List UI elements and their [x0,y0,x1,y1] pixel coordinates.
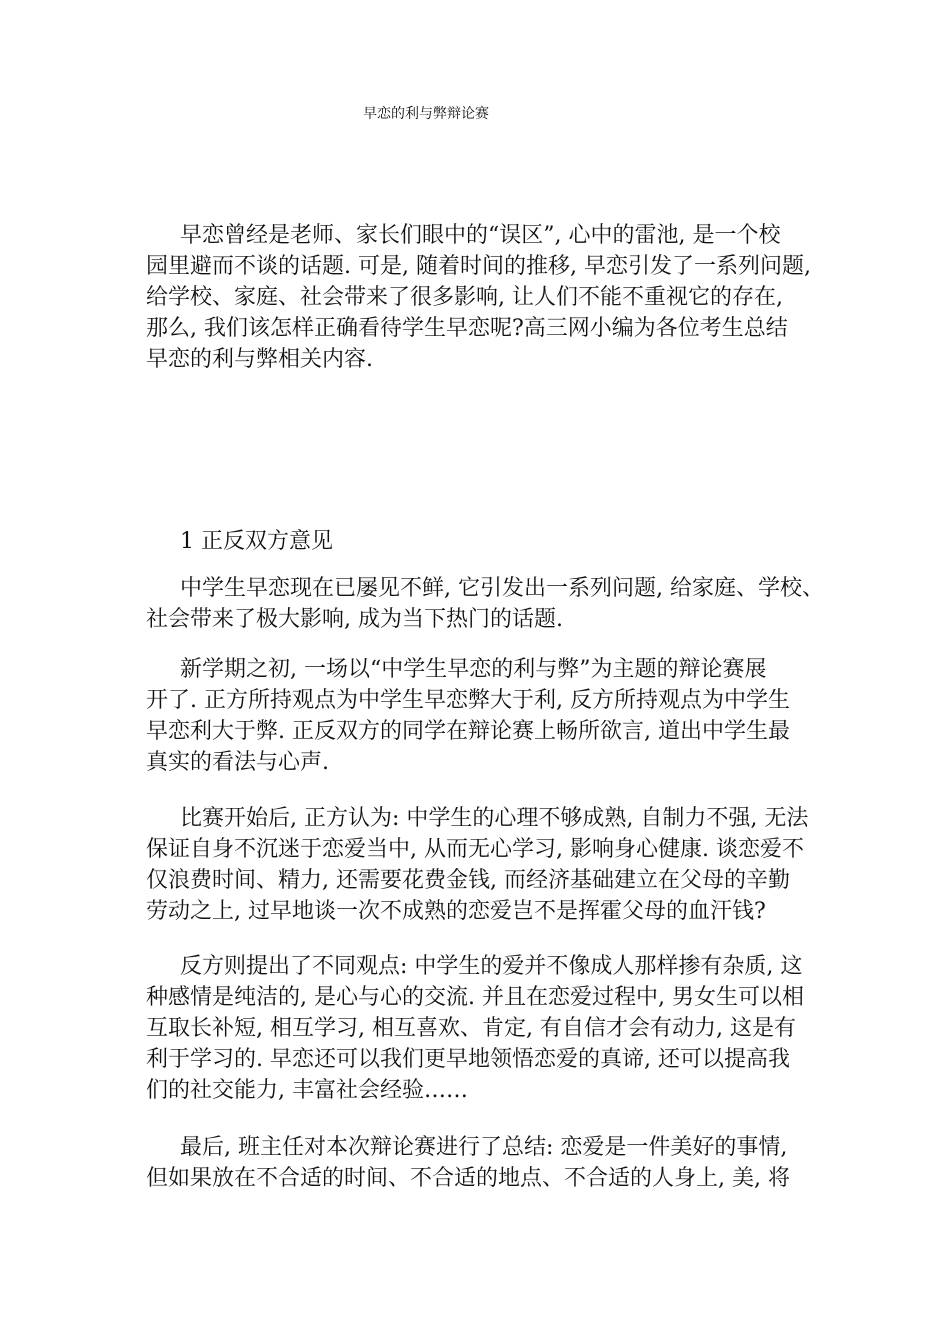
text-line: 中学生早恋现在已屡见不鲜, 它引发出一系列问题, 给家庭、学校、 [180,576,824,601]
text-line: 互取长补短, 相互学习, 相互喜欢、肯定, 有自信才会有动力, 这是有 [146,1016,796,1041]
text-line: 比赛开始后, 正方认为: 中学生的心理不够成熟, 自制力不强, 无法 [180,806,809,831]
body-paragraph [146,951,836,1106]
text-line: 最后, 班主任对本次辩论赛进行了总结: 恋爱是一件美好的事情, [180,1135,788,1160]
text-line: 园里避而不谈的话题. 可是, 随着时间的推移, 早恋引发了一系列问题, [146,254,811,279]
text-line: 那么, 我们该怎样正确看待学生早恋呢?高三网小编为各位考生总结 [146,316,788,341]
body-paragraph [146,1132,836,1194]
text-line: 利于学习的. 早恋还可以我们更早地领悟恋爱的真谛, 还可以提高我 [146,1047,790,1072]
section-heading: 1 正反双方意见 [180,529,333,554]
text-line: 社会带来了极大影响, 成为当下热门的话题. [146,607,563,632]
text-line: 新学期之初, 一场以“中学生早恋的利与弊”为主题的辩论赛展 [180,657,767,682]
text-line: 种感情是纯洁的, 是心与心的交流. 并且在恋爱过程中, 男女生可以相 [146,985,804,1010]
text-line: 早恋曾经是老师、家长们眼中的“误区”, 心中的雷池, 是一个校 [180,223,781,248]
body-paragraph [146,573,836,635]
body-paragraph [146,654,836,778]
text-line: 劳动之上, 过早地谈一次不成熟的恋爱岂不是挥霍父母的血汗钱? [146,899,766,924]
text-line: 们的社交能力, 丰富社会经验…… [146,1078,468,1103]
text-line: 反方则提出了不同观点: 中学生的爱并不像成人那样掺有杂质, 这 [180,954,803,979]
text-line: 保证自身不沉迷于恋爱当中, 从而无心学习, 影响身心健康. 谈恋爱不 [146,837,804,862]
text-line: 但如果放在不合适的时间、不合适的地点、不合适的人身上, 美, 将 [146,1166,790,1191]
text-line: 早恋的利与弊相关内容. [146,347,373,372]
body-paragraph [146,803,836,927]
text-line: 开了. 正方所持观点为中学生早恋弊大于利, 反方所持观点为中学生 [146,688,790,713]
text-line: 早恋利大于弊. 正反双方的同学在辩论赛上畅所欲言, 道出中学生最 [146,719,790,744]
intro-paragraph [146,220,836,375]
text-line: 给学校、家庭、社会带来了很多影响, 让人们不能不重视它的存在, [146,285,783,310]
text-line: 仅浪费时间、精力, 还需要花费金钱, 而经济基础建立在父母的辛勤 [146,868,790,893]
text-line: 真实的看法与心声. [146,750,329,775]
document-title: 早恋的利与弊辩论赛 [363,106,489,122]
